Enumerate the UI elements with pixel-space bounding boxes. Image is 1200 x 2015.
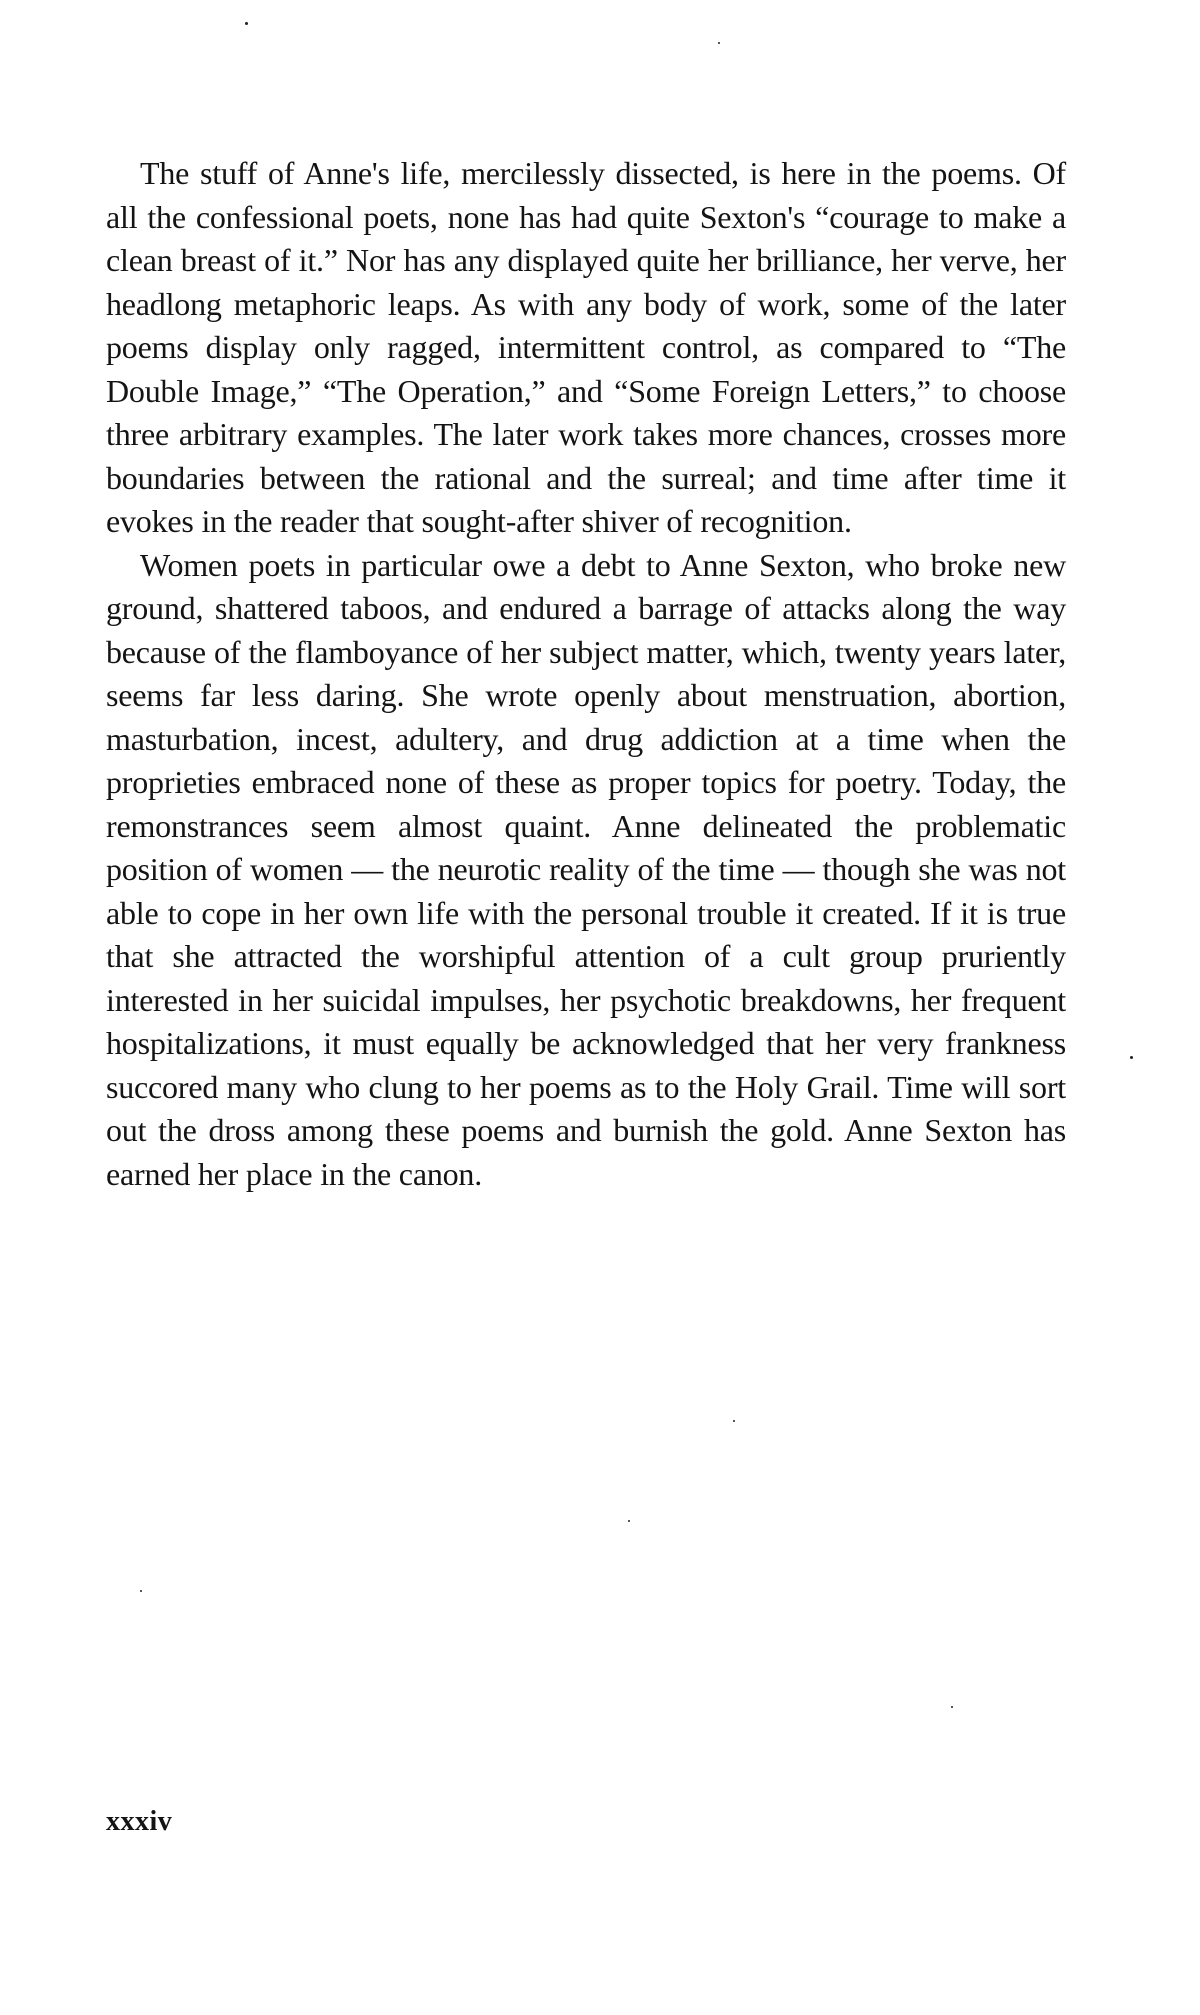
- scan-speck: [628, 1520, 630, 1522]
- scan-speck: [1130, 1056, 1133, 1059]
- scan-speck: [140, 1590, 142, 1592]
- scan-speck: [718, 42, 720, 44]
- body-text: [106, 152, 1066, 1196]
- page-number: xxxiv: [106, 1806, 173, 1837]
- paragraph-2: Women poets in particular owe a debt to Anne Sexton, who broke new ground, shattered taboos, and endured a barrage of attacks along the way because of the flamboyance of her subject matter, which, twenty years later, seems far less daring. She wrote openly about menstruation, abortion, masturbation, incest, adultery, and drug addiction at a time when the proprieties embraced none of these as proper topics for poetry. Today, the remonstrances seem almost quaint. Anne delineated the problematic position of women — the neurotic reality of the time — though she was not able to cope in her own life with the personal trouble it created. If it is true that she attracted the worshipful attention of a cult group pruriently interested in her suicidal impulses, her psychotic breakdowns, her frequent hospitalizations, it must equally be acknowledged that her very frankness succored many who clung to her poems as to the Holy Grail. Time will sort out the dross among these poems and burnish the gold. Anne Sexton has earned her place in the canon.: [106, 546, 1066, 1192]
- scan-speck: [245, 22, 248, 25]
- scan-speck: [733, 1420, 735, 1422]
- paragraph-1: The stuff of Anne's life, mercilessly dissected, is here in the poems. Of all the confessional poets, none has had quite Sexton's “courage to make a clean breast of it.” Nor has any displayed quite her brilliance, her verve, her headlong metaphoric leaps. As with any body of work, some of the later poems display only ragged, intermittent control, as compared to “The Double Image,” “The Operation,” and “Some Foreign Letters,” to choose three arbitrary examples. The later work takes more chances, crosses more boundaries between the rational and the surreal; and time after time it evokes in the reader that sought-after shiver of recognition.: [106, 155, 1066, 539]
- scan-speck: [951, 1706, 953, 1708]
